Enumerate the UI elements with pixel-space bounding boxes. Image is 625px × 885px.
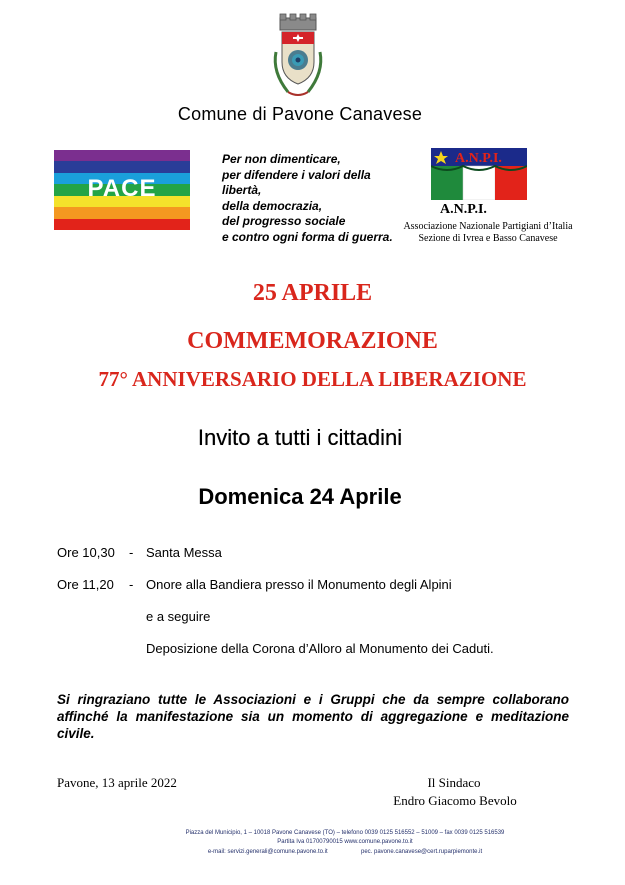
event-commemoration: COMMEMORAZIONE xyxy=(187,328,438,354)
schedule-desc: e a seguire xyxy=(146,609,211,624)
footer-website[interactable]: www.comune.pavone.to.it xyxy=(344,839,413,845)
schedule-time: Ore 10,30 xyxy=(57,545,115,560)
mayor-role: Il Sindaco xyxy=(427,775,481,790)
schedule-row xyxy=(0,641,625,659)
crest-icon xyxy=(262,12,334,104)
anpi-title: A.N.P.I. xyxy=(440,202,487,217)
event-day: Domenica 24 Aprile xyxy=(198,484,402,509)
event-date: 25 APRILE xyxy=(252,280,373,306)
anpi-subtitle-line: Associazione Nazionale Partigiani d’Italia xyxy=(403,221,573,232)
anpi-flag-icon xyxy=(431,148,527,200)
schedule-desc: Santa Messa xyxy=(146,545,222,560)
motto-line: del progresso sociale xyxy=(222,214,346,228)
thanks-paragraph: Si ringraziano tutte le Associazioni e i Gruppi che da sempre collaborano affinché la manifestazione sia un momento di aggregazione e meditazione civile. xyxy=(57,692,569,741)
anpi-logo xyxy=(431,148,527,200)
schedule-dash: - xyxy=(129,545,134,560)
footer-address: Piazza del Municipio, 1 – 10018 Pavone Canavese (TO) – telefono 0039 0125 516552 – 51009 – fax 0039 0125 516539 xyxy=(185,830,505,836)
schedule-row xyxy=(0,577,625,595)
motto-line: della democrazia, xyxy=(222,198,323,213)
motto xyxy=(222,152,412,245)
place-date: Pavone, 13 aprile 2022 xyxy=(57,775,177,790)
anpi-subtitle xyxy=(403,221,573,245)
footer-vat: Partita Iva 01700790015 xyxy=(277,839,343,845)
footer-line-3 xyxy=(0,849,625,855)
footer-email[interactable]: e-mail: servizi.generali@comune.pavone.to.it xyxy=(207,849,328,855)
anpi-subtitle-line: Sezione di Ivrea e Basso Canavese xyxy=(418,233,558,244)
pace-label: PACE xyxy=(87,175,157,202)
motto-line: e contro ogni forma di guerra. xyxy=(222,229,393,244)
pace-stripe-7 xyxy=(54,219,190,230)
mayor-name: Endro Giacomo Bevolo xyxy=(393,793,517,808)
motto-line: Per non dimenticare, xyxy=(222,152,341,166)
footer-line-2 xyxy=(0,839,625,845)
pace-stripe-1 xyxy=(54,150,190,161)
schedule-time: Ore 11,20 xyxy=(57,577,114,592)
event-invite: Invito a tutti i cittadini xyxy=(197,425,403,450)
anpi-logo-text: A.N.P.I. xyxy=(455,151,502,166)
schedule-row xyxy=(0,609,625,627)
comune-name: Comune di Pavone Canavese xyxy=(177,104,423,124)
schedule-desc: Deposizione della Corona d’Alloro al Monumento dei Caduti. xyxy=(146,641,494,656)
pace-stripe-2 xyxy=(54,161,190,172)
footer-pec[interactable]: pec. pavone.canavese@cert.ruparpiemonte.it xyxy=(360,849,483,855)
motto-line: per difendere i valori della libertà, xyxy=(222,167,371,197)
pace-flag xyxy=(54,150,190,230)
municipal-crest xyxy=(262,12,334,104)
schedule-row xyxy=(0,545,625,563)
event-anniversary: 77° ANNIVERSARIO DELLA LIBERAZIONE xyxy=(98,367,527,391)
schedule-dash: - xyxy=(129,577,134,592)
schedule-desc: Onore alla Bandiera presso il Monumento degli Alpini xyxy=(146,577,452,592)
pace-stripe-6 xyxy=(54,207,190,218)
